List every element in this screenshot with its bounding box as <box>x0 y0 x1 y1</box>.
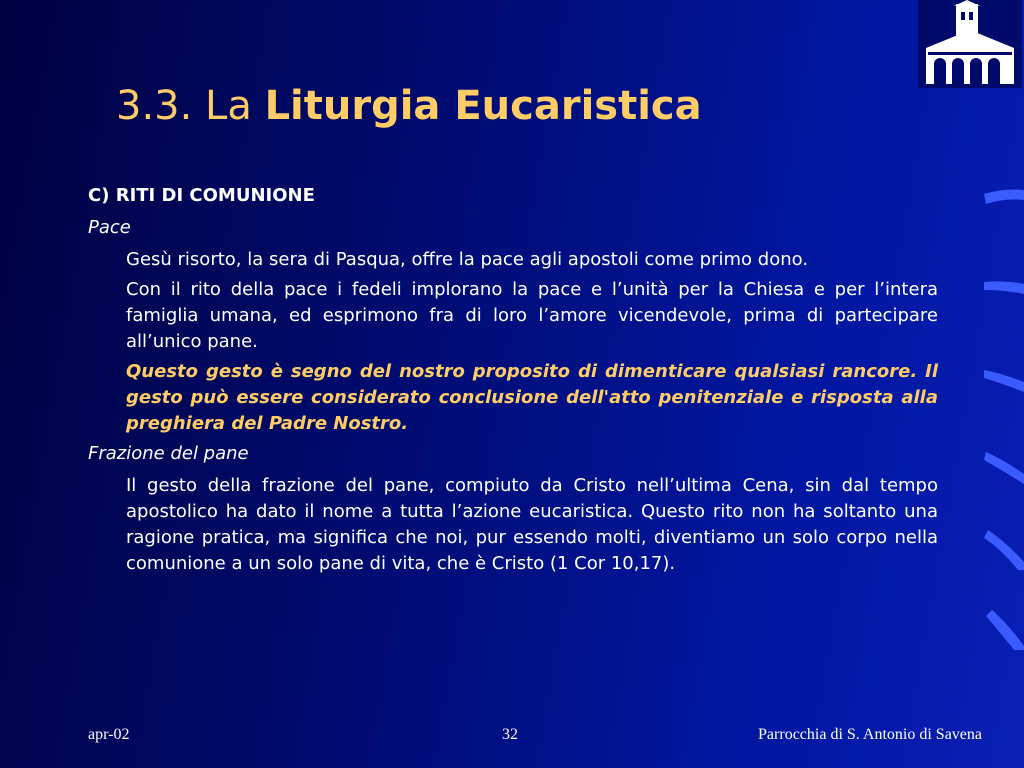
section-heading: C) RITI DI COMUNIONE <box>88 185 315 206</box>
pace-paragraph-3: Questo gesto è segno del nostro proposito di dimenticare qualsiasi rancore. Il gesto può essere considerato conclusione dell'atto penitenziale e risposta alla preghiera del Padre Nostro. <box>126 361 938 434</box>
decorative-swoosh <box>984 450 1024 490</box>
pace-paragraph-1: Gesù risorto, la sera di Pasqua, offre la pace agli apostoli come primo dono. <box>126 249 809 270</box>
slide-title-bold: Liturgia Eucaristica <box>264 83 702 129</box>
decorative-swoosh <box>984 186 1024 226</box>
pace-paragraph-2: Con il rito della pace i fedeli implorano la pace e l’unità per la Chiesa e per l’intera famiglia umana, ed esprimono fra di loro l’amore vicendevole, prima di partecipare all’unico pane. <box>126 279 938 352</box>
decorative-swoosh <box>984 276 1024 316</box>
footer-page-number: 32 <box>502 726 518 743</box>
slide-content <box>88 183 938 581</box>
footer-organization: Parrocchia di S. Antonio di Savena <box>758 726 982 743</box>
footer-date: apr-02 <box>88 726 130 743</box>
frazione-paragraph-1: Il gesto della frazione del pane, compiuto da Cristo nell’ultima Cena, sin dal tempo apostolico ha dato il nome a tutta l’azione eucaristica. Questo rito non ha soltanto una ragione pratica, ma significa che noi, pur essendo molti, diventiamo un solo corpo nella comunione a un solo pane di vita, che è Cristo (1 Cor 10,17). <box>126 475 938 574</box>
decorative-swoosh <box>984 530 1024 570</box>
decorative-swoosh <box>984 366 1024 406</box>
pace-heading: Pace <box>88 217 131 238</box>
slide-title <box>116 84 702 128</box>
slide-title-plain: 3.3. La <box>116 83 252 129</box>
decorative-swoosh <box>984 610 1024 650</box>
frazione-heading: Frazione del pane <box>88 443 249 464</box>
church-logo-icon <box>918 0 1022 88</box>
